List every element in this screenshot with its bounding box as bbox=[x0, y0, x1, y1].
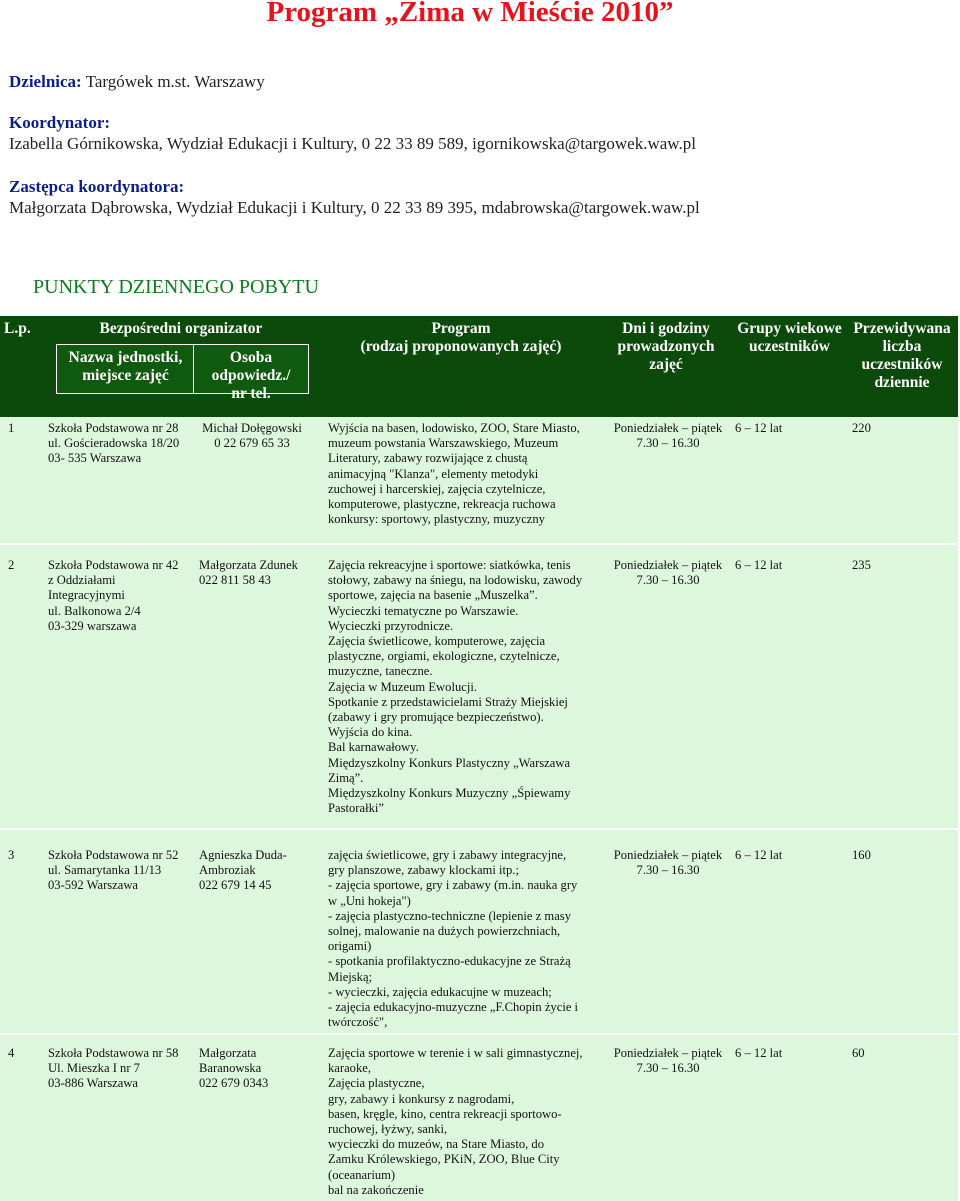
row-days: Poniedziałek – piątek 7.30 – 16.30 bbox=[613, 421, 723, 451]
row-lp: 4 bbox=[8, 1046, 15, 1060]
coordinator-value: Izabella Górnikowska, Wydział Edukacji i Kultury, 0 22 33 89 589, igornikowska@targowek.waw.pl bbox=[9, 134, 696, 153]
header-lp: L.p. bbox=[4, 320, 31, 337]
row-count: 220 bbox=[852, 421, 871, 435]
document-title: Program „Zima w Mieście 2010” bbox=[266, 0, 674, 28]
row-program: Zajęcia rekreacyjne i sportowe: siatkówka, tenis stołowy, zabawy na śniegu, na lodowisku, zawody sportowe, zajęcia na basenie „Muszelka”. Wycieczki tematyczne po Warszawie. Wycieczki przyrodnicze. Zajęcia świetlicowe, komputerowe, zajęcia plastyczne, orgiami, ekologiczne, czytelnicze, muzyczne, taneczne. Zajęcia w Muzeum Ewolucji. Spotkanie z przedstawicielami Straży Miejskiej (zabawy i gry promujące bezpieczeństwo). Wyjścia do kina. Bal karnawałowy. Międzyszkolny Konkurs Plastyczny „Warszawa Zimą”. Międzyszkolny Konkurs Muzyczny „Śpiewamy Pastorałki” bbox=[328, 558, 583, 816]
header-days: Dni i godziny prowadzonych zajęć bbox=[617, 320, 715, 373]
table-row bbox=[0, 545, 958, 828]
table-row bbox=[0, 1035, 958, 1201]
header-person: Osoba odpowiedz./ nr tel. bbox=[211, 349, 291, 402]
deputy-value: Małgorzata Dąbrowska, Wydział Edukacji i Kultury, 0 22 33 89 395, mdabrowska@targowek.waw.pl bbox=[9, 198, 700, 217]
row-days: Poniedziałek – piątek 7.30 – 16.30 bbox=[613, 848, 723, 878]
row-person: Agnieszka Duda- Ambroziak 022 679 14 45 bbox=[199, 848, 287, 893]
row-lp: 3 bbox=[8, 848, 15, 862]
row-program: Zajęcia sportowe w terenie i w sali gimnastycznej, karaoke, Zajęcia plastyczne, gry, zabawy i konkursy z nagrodami, basen, kręgle, kino, centra rekreacji sportowo- ruchowej, łyżwy, sanki, wycieczki do muzeów, na Stare Miasto, do Zamku Królewskiego, PKiN, ZOO, Blue City (oceanarium) bal na zakończenie bbox=[328, 1046, 583, 1197]
row-unit: Szkoła Podstawowa nr 28 ul. Gościeradowska 18/20 03- 535 Warszawa bbox=[48, 421, 180, 466]
row-ages: 6 – 12 lat bbox=[735, 421, 783, 435]
row-program: zajęcia świetlicowe, gry i zabawy integracyjne, gry planszowe, zabawy klockami itp.; - zajęcia sportowe, gry i zabawy (m.in. nauka gry w „Uni hokeja") - zajęcia plastyczno-techniczne (lepienie z masy solnej, malowanie na dużych powierzchniach, origami) - spotkania profilaktyczno-edukacyjne ze Strażą Miejską; - wycieczki, zajęcia edukacujne w muzeach; - zajęcia edukacyjno-muzyczne „F.Chopin życie i twórczość", bbox=[328, 848, 579, 1030]
row-lp: 1 bbox=[8, 421, 15, 435]
row-days: Poniedziałek – piątek 7.30 – 16.30 bbox=[613, 1046, 723, 1076]
row-unit: Szkoła Podstawowa nr 58 Ul. Mieszka I nr 7 03-886 Warszawa bbox=[48, 1046, 179, 1091]
header-ages: Grupy wiekowe uczestników bbox=[737, 320, 842, 355]
header-program: Program (rodzaj proponowanych zajęć) bbox=[360, 320, 562, 355]
row-count: 160 bbox=[852, 848, 871, 862]
district-line bbox=[9, 72, 265, 92]
row-days: Poniedziałek – piątek 7.30 – 16.30 bbox=[613, 558, 723, 588]
row-lp: 2 bbox=[8, 558, 15, 572]
table-header bbox=[0, 316, 958, 417]
row-person: Małgorzata Zdunek 022 811 58 43 bbox=[199, 558, 298, 588]
row-count: 235 bbox=[852, 558, 871, 572]
header-unit: Nazwa jednostki, miejsce zajęć bbox=[68, 349, 183, 384]
row-program: Wyjścia na basen, lodowisko, ZOO, Stare Miasto, muzeum powstania Warszawskiego, Muzeum Literatury, zabawy rozwijające z chustą animacyjną "Klanza", elementy metodyki zuchowej i harcerskiej, zajęcia czytelnicze, komputerowe, plastyczne, rekreacja ruchowa konkursy: sportowy, plastyczny, muzyczny bbox=[328, 421, 580, 527]
row-person: Małgorzata Baranowska 022 679 0343 bbox=[199, 1046, 269, 1091]
table-row bbox=[0, 417, 958, 543]
coordinator-label: Koordynator: bbox=[9, 113, 111, 132]
section-title: PUNKTY DZIENNEGO POBYTU bbox=[33, 276, 319, 298]
row-count: 60 bbox=[852, 1046, 865, 1060]
row-ages: 6 – 12 lat bbox=[735, 1046, 783, 1060]
header-count: Przewidywana liczba uczestników dziennie bbox=[853, 320, 951, 391]
deputy-label: Zastępca koordynatora: bbox=[9, 177, 185, 196]
row-ages: 6 – 12 lat bbox=[735, 848, 783, 862]
row-person: Michał Dołęgowski 0 22 679 65 33 bbox=[202, 421, 302, 451]
district-value: Targówek m.st. Warszawy bbox=[85, 72, 265, 91]
row-unit: Szkoła Podstawowa nr 52 ul. Samarytanka 11/13 03-592 Warszawa bbox=[48, 848, 179, 893]
header-organizer: Bezpośredni organizator bbox=[99, 320, 263, 337]
district-label: Dzielnica: bbox=[9, 72, 82, 91]
row-ages: 6 – 12 lat bbox=[735, 558, 783, 572]
row-unit: Szkoła Podstawowa nr 42 z Oddziałami Integracyjnymi ul. Balkonowa 2/4 03-329 warszawa bbox=[48, 558, 179, 633]
table-row bbox=[0, 830, 958, 1033]
